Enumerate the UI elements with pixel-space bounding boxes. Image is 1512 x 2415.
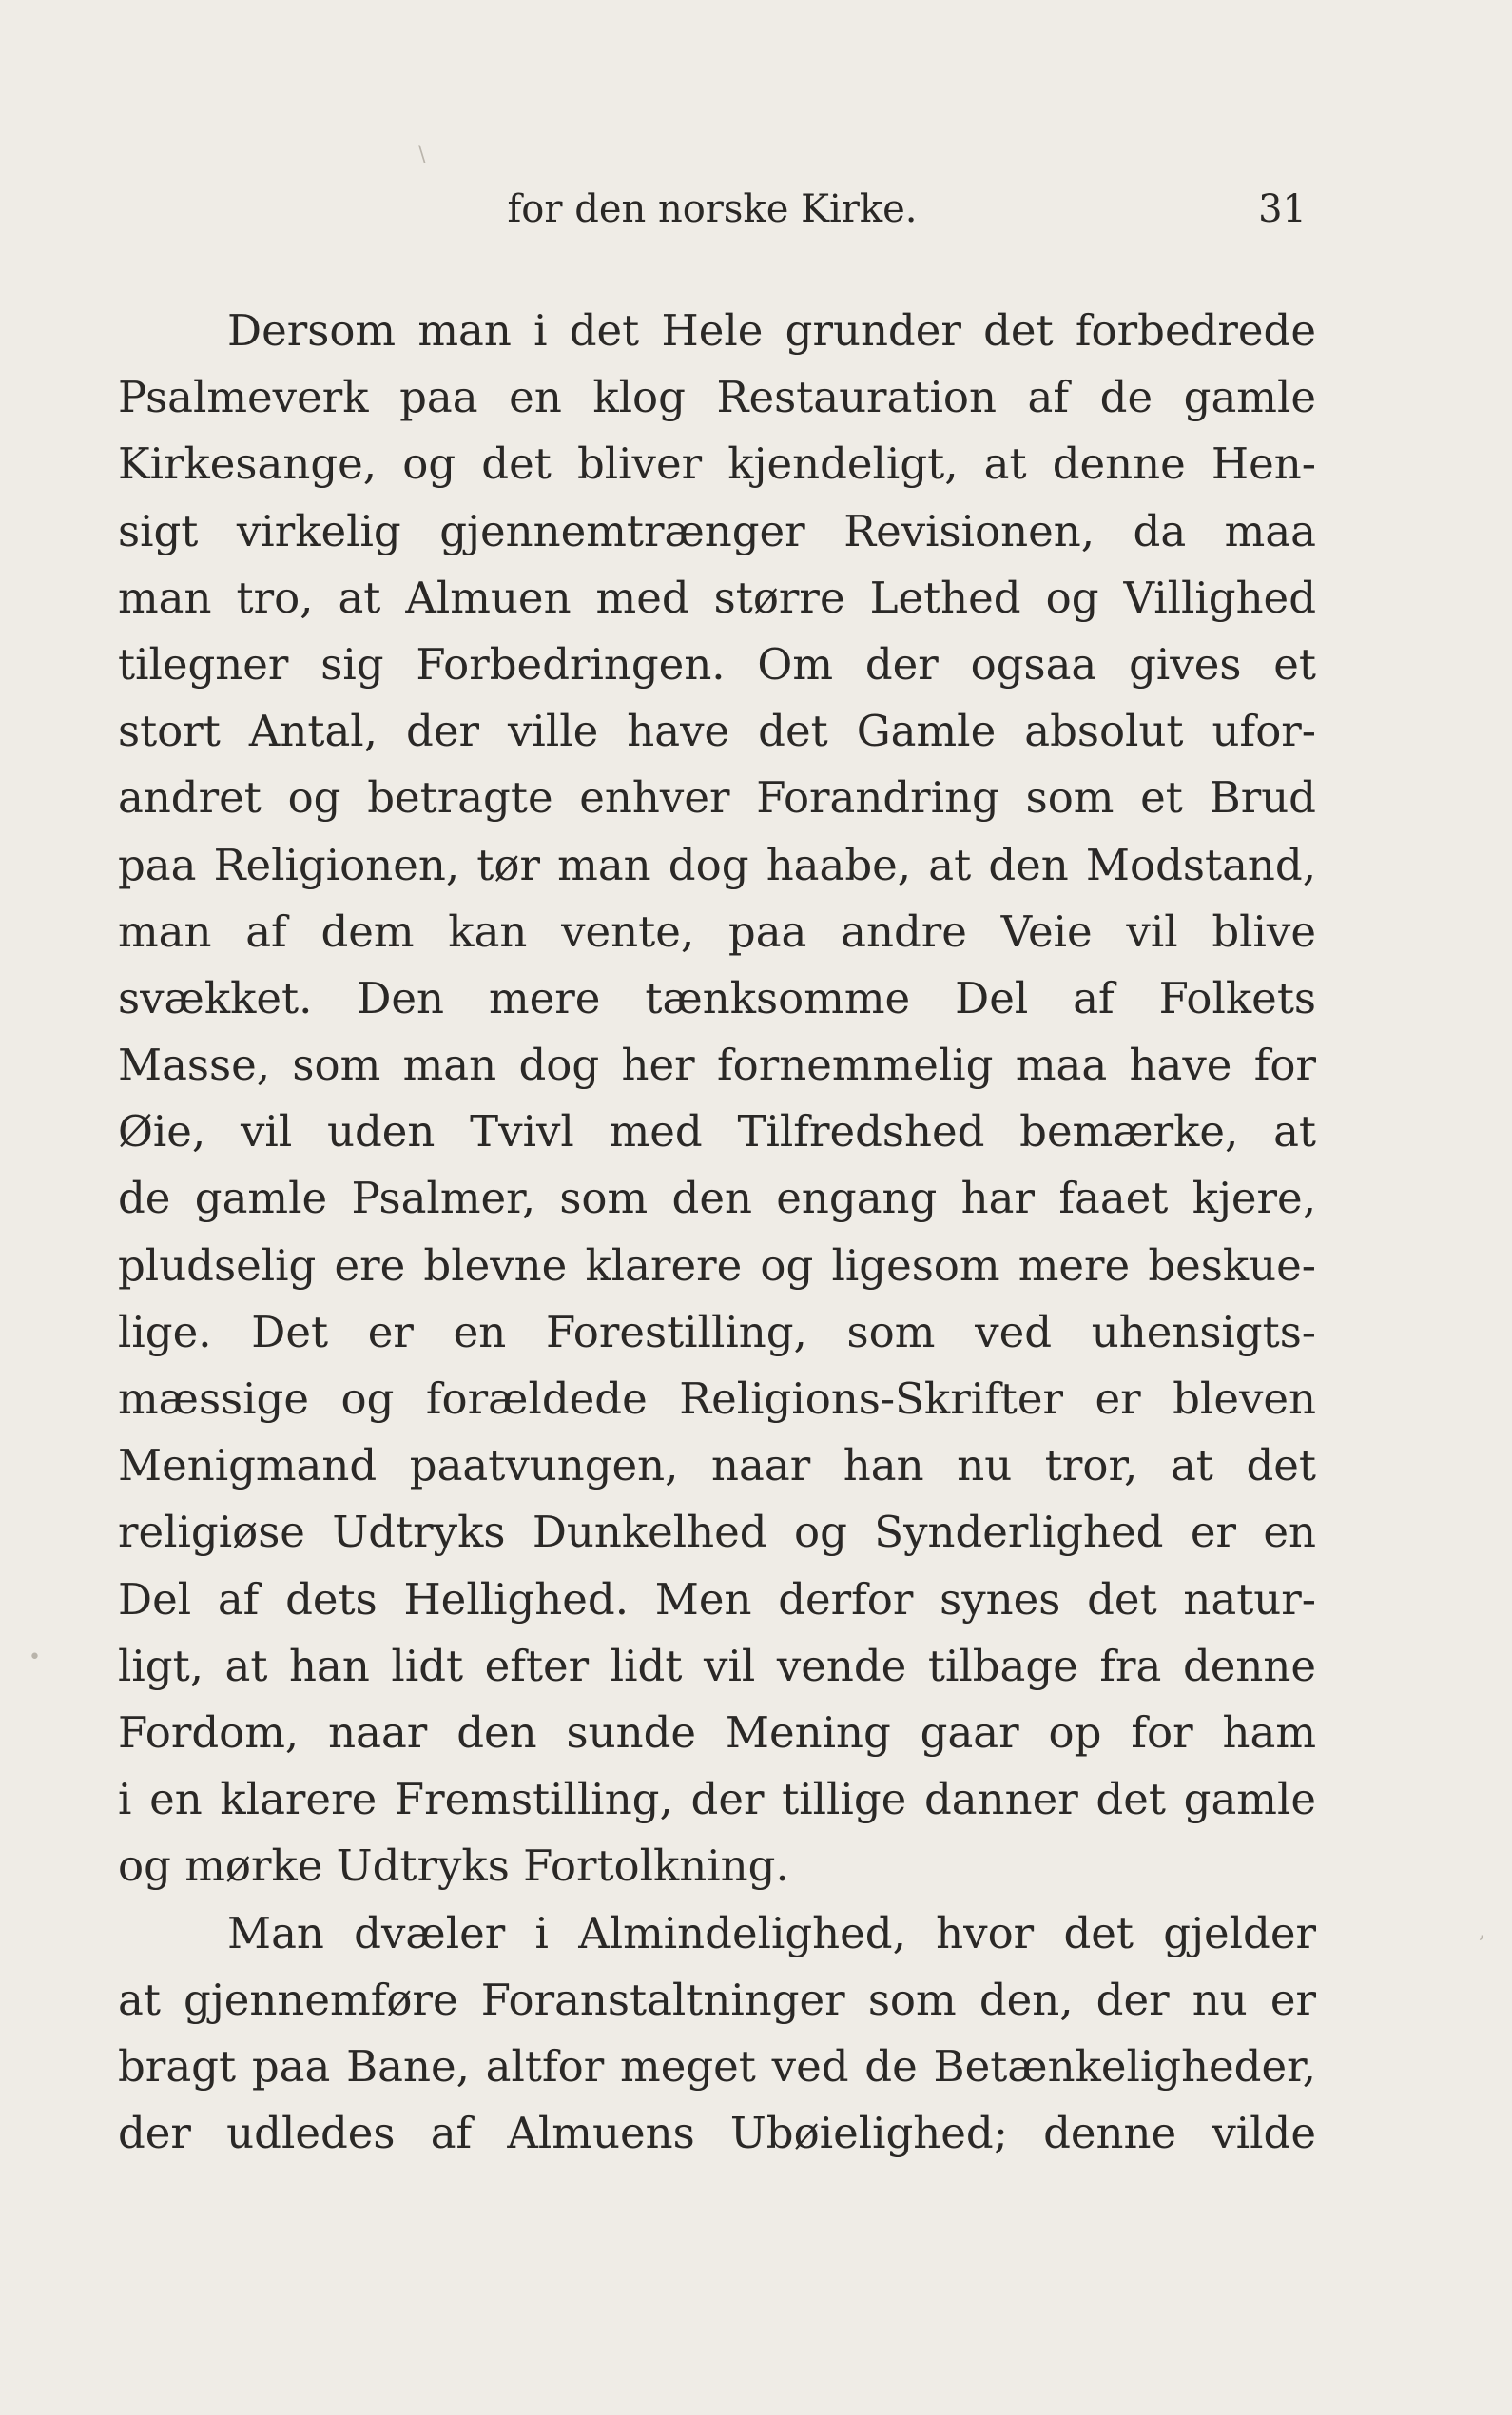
- text-line: i en klarere Fremstilling, der tillige danner det gamle: [118, 1774, 1316, 1825]
- text-line: mæssige og forældede Religions-Skrifter er bleven: [118, 1373, 1316, 1424]
- page-number: 31: [1258, 187, 1307, 231]
- text-line: tilegner sig Forbedringen. Om der ogsaa gives et: [118, 638, 1316, 690]
- text-line: Fordom, naar den sunde Mening gaar op for ham: [118, 1706, 1316, 1758]
- text-line: man tro, at Almuen med større Lethed og Villighed: [118, 572, 1316, 623]
- body-text: [118, 298, 1316, 2167]
- text-line: pludselig ere blevne klarere og ligesom mere beskue-: [118, 1239, 1316, 1291]
- paragraph-2: [118, 1900, 1316, 2168]
- text-line: sigt virkelig gjennemtrænger Revisionen, da maa: [118, 505, 1316, 556]
- text-line: de gamle Psalmer, som den engang har faaet kjere,: [118, 1173, 1316, 1224]
- text-line: lige. Det er en Forestilling, som ved uhensigts-: [118, 1306, 1316, 1357]
- text-line: Del af dets Hellighed. Men derfor synes det natur-: [118, 1573, 1316, 1625]
- text-line: Psalmeverk paa en klog Restauration af de gamle: [118, 372, 1316, 423]
- text-line: andret og betragte enhver Forandring som et Brud: [118, 772, 1316, 824]
- text-line: man af dem kan vente, paa andre Veie vil blive: [118, 906, 1316, 957]
- text-line: svækket. Den mere tænksomme Del af Folkets: [118, 972, 1316, 1023]
- text-line: Kirkesange, og det bliver kjendeligt, at denne Hen-: [118, 438, 1316, 490]
- text-line: bragt paa Bane, altfor meget ved de Betænkeligheder,: [118, 2040, 1316, 2092]
- running-title: for den norske Kirke.: [507, 187, 918, 231]
- text-line: paa Religionen, tør man dog haabe, at den Modstand,: [118, 839, 1316, 890]
- text-line: stort Antal, der ville have det Gamle absolut ufor-: [118, 706, 1316, 757]
- text-line: religiøse Udtryks Dunkelhed og Synderlighed er en: [118, 1507, 1316, 1558]
- text-line: der udledes af Almuens Ubøielighed; denne vilde: [118, 2108, 1316, 2159]
- running-head: [118, 181, 1307, 238]
- paper-speck: \: [418, 143, 426, 166]
- text-line: Masse, som man dog her fornemmelig maa have for: [118, 1040, 1316, 1091]
- paragraph-1: [118, 298, 1316, 1900]
- paper-speck: ,: [1479, 1919, 1485, 1943]
- paper-speck: •: [29, 1646, 41, 1669]
- text-line: at gjennemføre Foranstaltninger som den, der nu er: [118, 1974, 1316, 2025]
- text-line: Dersom man i det Hele grunder det forbedrede: [227, 305, 1316, 356]
- text-line: Menigmand paatvungen, naar han nu tror, at det: [118, 1440, 1316, 1491]
- text-line: og mørke Udtryks Fortolkning.: [118, 1840, 789, 1892]
- text-line: Man dvæler i Almindelighed, hvor det gjelder: [227, 1907, 1316, 1958]
- text-line: ligt, at han lidt efter lidt vil vende tilbage fra denne: [118, 1640, 1316, 1691]
- text-line: Øie, vil uden Tvivl med Tilfredshed bemærke, at: [118, 1106, 1316, 1158]
